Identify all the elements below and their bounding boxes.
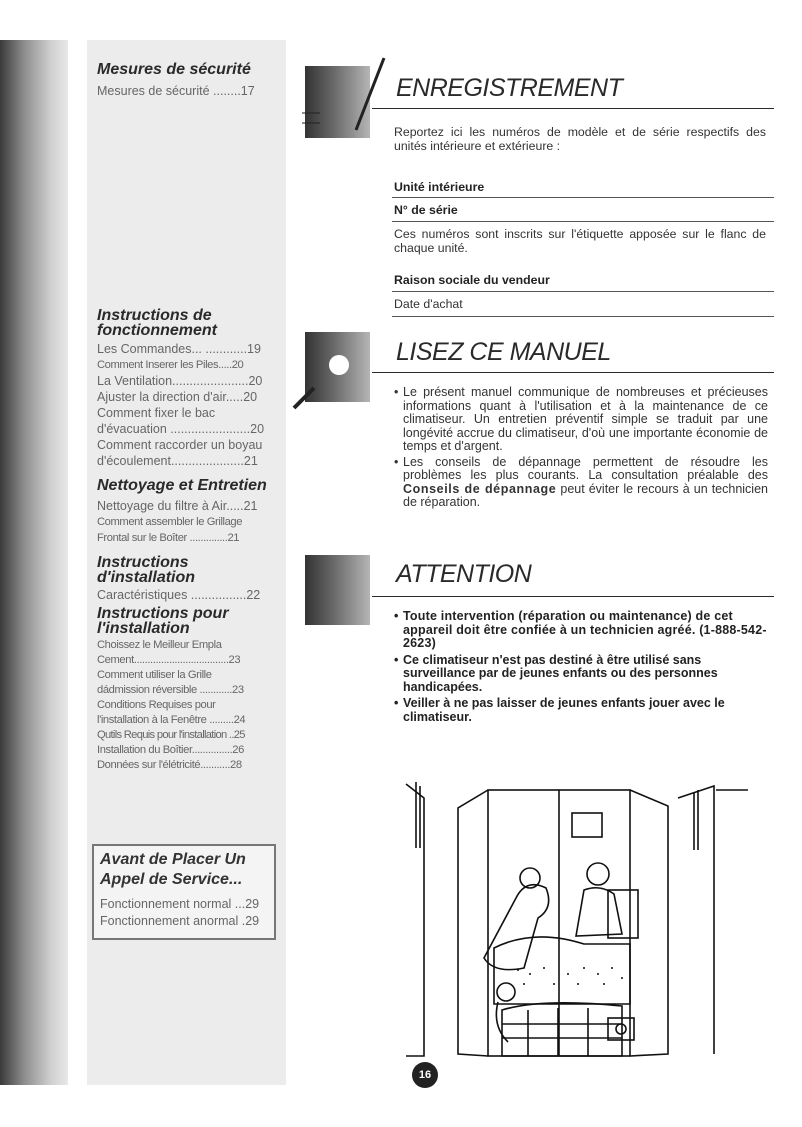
serial-location-note: Ces numéros sont inscrits sur l'étiquette apposée sur le flanc de chaque unité. bbox=[394, 227, 766, 255]
field-line bbox=[392, 291, 774, 292]
toc-entry[interactable]: Frontal sur le Boîter ..............21 bbox=[97, 532, 240, 544]
pen-line-decoration bbox=[290, 384, 320, 414]
table-of-contents-sidebar bbox=[87, 40, 286, 1085]
toc-entry[interactable]: Comment fixer le bac bbox=[97, 406, 216, 420]
toc-entry[interactable]: Cement...................................23 bbox=[97, 654, 241, 666]
service-box-title: Avant de Placer Un Appel de Service... bbox=[100, 851, 246, 888]
section-title-enregistrement: ENREGISTREMENT bbox=[396, 74, 623, 102]
enregistrement-intro: Reportez ici les numéros de modèle et de série respectifs des unités intérieure et extérieure : bbox=[394, 125, 766, 153]
toc-section-title: Nettoyage et Entretien bbox=[97, 477, 267, 494]
list-item bbox=[394, 386, 768, 454]
toc-entry[interactable]: d'écoulement.....................21 bbox=[97, 454, 258, 468]
lisez-bullet-1: Le présent manuel communique de nombreuses et précieuses informations quant à l'utilisation et à la maintenance de ce climatiseur. Un entretien préventif simple se traduit par une longévité accrue du climatiseur, d'où une importante économie de temps et d'argent. bbox=[403, 385, 768, 453]
toc-section-title: Instructions pour l'installation bbox=[97, 605, 229, 637]
toc-entry[interactable]: Fonctionnement normal ...29 bbox=[100, 897, 260, 911]
section-title-lisez: LISEZ CE MANUEL bbox=[396, 338, 611, 366]
section-rule bbox=[372, 372, 774, 373]
field-line bbox=[392, 221, 774, 222]
field-line bbox=[392, 316, 774, 317]
section-tab-attention bbox=[305, 555, 370, 625]
list-item bbox=[394, 610, 768, 651]
family-illustration bbox=[398, 778, 748, 1062]
list-item bbox=[394, 697, 768, 724]
list-item bbox=[394, 654, 768, 695]
field-label-serial: N° de série bbox=[394, 203, 458, 217]
white-dot-decoration bbox=[329, 355, 349, 375]
attention-bullet-3: Veiller à ne pas laisser de jeunes enfants jouer avec le climatiseur. bbox=[403, 696, 725, 724]
toc-entry[interactable]: Les Commandes... ............19 bbox=[97, 342, 261, 356]
lisez-bullet-2-text: Les conseils de dépannage permettent de résoudre les problèmes les plus courants. La consultation préalable des bbox=[403, 454, 768, 482]
toc-section-title: Mesures de sécurité bbox=[97, 61, 251, 78]
toc-entry[interactable]: Ajuster la direction d'air.....20 bbox=[97, 390, 258, 404]
toc-entry[interactable]: d'évacuation .......................20 bbox=[97, 422, 265, 436]
toc-entry[interactable]: Comment raccorder un boyau bbox=[97, 438, 263, 452]
section-title-attention: ATTENTION bbox=[396, 560, 532, 588]
toc-entry[interactable]: Caractéristiques ................22 bbox=[97, 588, 261, 602]
lisez-bullet-2-end: peut éviter le recours à un technicien de réparation. bbox=[403, 481, 768, 509]
toc-entry[interactable]: Installation du Boîtier...............26 bbox=[97, 744, 244, 756]
field-label-purchase-date: Date d'achat bbox=[394, 297, 463, 311]
toc-entry[interactable]: dádmission réversible ............23 bbox=[97, 684, 244, 696]
toc-entry[interactable]: La Ventilation......................20 bbox=[97, 374, 263, 388]
field-label-indoor-unit: Unité intérieure bbox=[394, 180, 485, 194]
lisez-bullet-list bbox=[394, 386, 768, 510]
toc-entry[interactable]: Conditions Requises pour bbox=[97, 699, 216, 711]
binding-spine bbox=[0, 40, 68, 1085]
attention-bullet-list bbox=[394, 610, 768, 724]
service-call-box bbox=[92, 844, 276, 940]
toc-entry[interactable]: Qutils Requis pour l'installation ..25 bbox=[97, 729, 245, 741]
list-item bbox=[394, 456, 768, 510]
troubleshooting-tips-link[interactable]: Conseils de dépannage bbox=[403, 481, 557, 496]
toc-entry[interactable]: Données sur l'élétricité...........28 bbox=[97, 759, 242, 771]
toc-entry[interactable]: Comment assembler le Grillage bbox=[97, 516, 243, 528]
field-label-seller: Raison sociale du vendeur bbox=[394, 273, 550, 287]
toc-entry[interactable]: Comment utiliser la Grille bbox=[97, 669, 212, 681]
toc-entry[interactable]: Fonctionnement anormal .29 bbox=[100, 914, 260, 928]
toc-entry[interactable]: Mesures de sécurité ........17 bbox=[97, 84, 255, 98]
attention-bullet-2: Ce climatiseur n'est pas destiné à être utilisé sans surveillance par de jeunes enfants ou des personnes handicapées. bbox=[403, 652, 718, 694]
toc-entry[interactable]: l'installation à la Fenêtre .........24 bbox=[97, 714, 246, 726]
section-rule bbox=[372, 108, 774, 109]
toc-entry[interactable]: Nettoyage du filtre à Air.....21 bbox=[97, 499, 258, 513]
field-line bbox=[392, 197, 774, 198]
toc-section-title: Instructions d'installation bbox=[97, 554, 196, 586]
section-rule bbox=[372, 596, 774, 597]
attention-bullet-1: Toute intervention (réparation ou maintenance) de cet appareil doit être confiée à un technicien agréé. (1-888-542-2623) bbox=[403, 609, 767, 650]
page-number-badge: 16 bbox=[412, 1062, 438, 1088]
pen-line-decoration bbox=[300, 56, 390, 136]
toc-section-title: Instructions de fonctionnement bbox=[97, 307, 217, 339]
toc-entry[interactable]: Choissez le Meilleur Empla bbox=[97, 639, 222, 651]
toc-entry[interactable]: Comment Inserer les Piles.....20 bbox=[97, 359, 244, 371]
